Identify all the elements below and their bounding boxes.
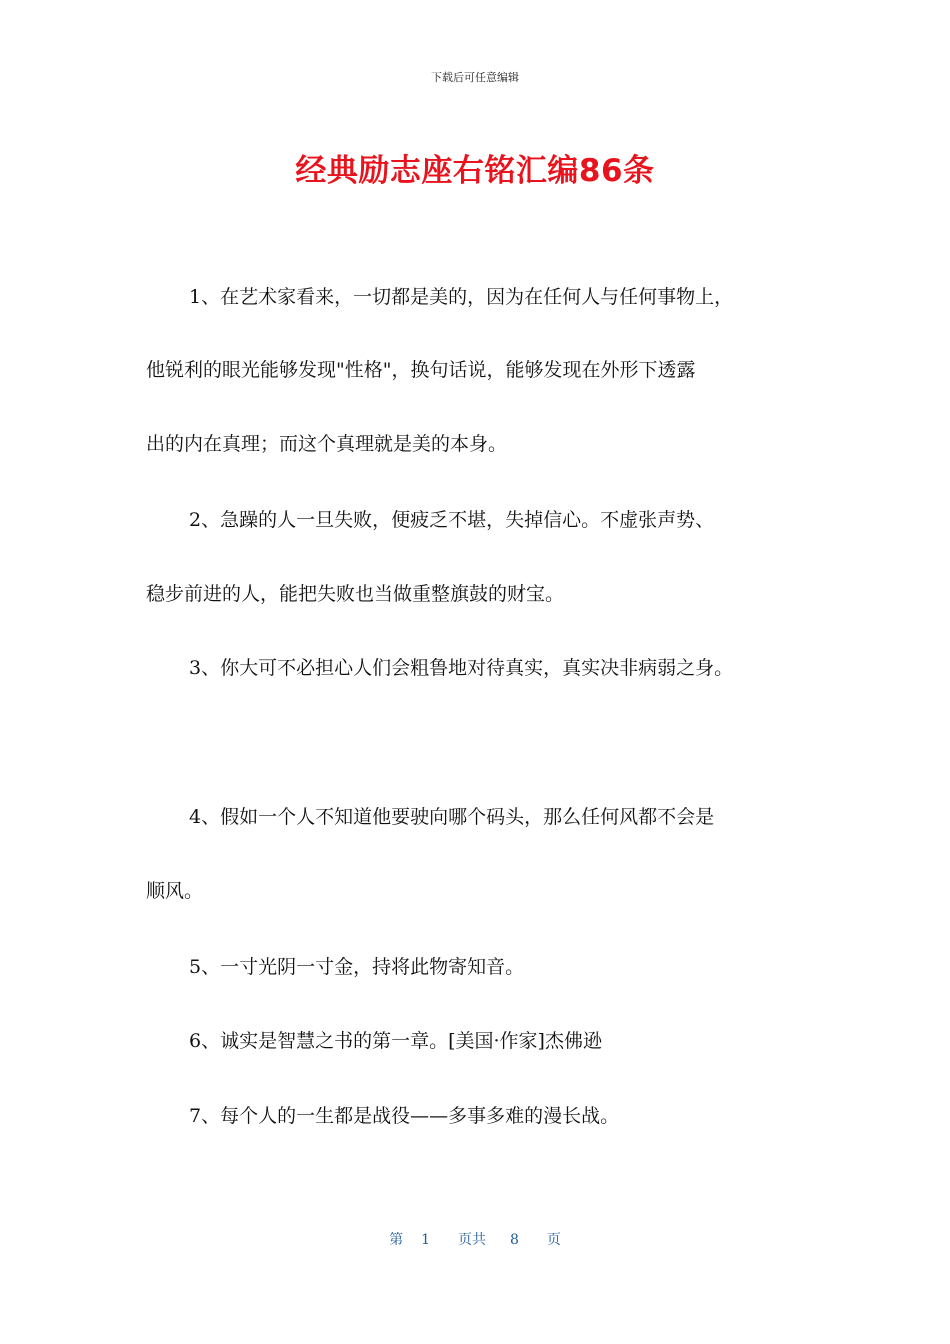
- paragraph-line: 4、假如一个人不知道他要驶向哪个码头，那么任何风都不会是: [189, 806, 715, 828]
- paragraph-line: 6、诚实是智慧之书的第一章。[美国·作家]杰佛逊: [189, 1030, 602, 1052]
- footer-total-pages: 8: [510, 1232, 519, 1248]
- paragraph-line: 7、每个人的一生都是战役——多事多难的漫长战。: [189, 1105, 620, 1127]
- footer-page-mid: 页共: [458, 1232, 486, 1248]
- page-footer: [0, 1229, 950, 1249]
- paragraph-line: 1、在艺术家看来，一切都是美的，因为在任何人与任何事物上，: [189, 286, 734, 308]
- paragraph-line: 出的内在真理；而这个真理就是美的本身。: [146, 433, 508, 455]
- paragraph-line: 他锐利的眼光能够发现"性格"，换句话说，能够发现在外形下透露: [146, 359, 696, 381]
- footer-page-suffix: 页: [546, 1232, 561, 1248]
- paragraph-line: 3、你大可不必担心人们会粗鲁地对待真实，真实决非病弱之身。: [189, 657, 734, 679]
- footer-page-prefix: 第: [389, 1232, 404, 1248]
- header-note: 下载后可任意编辑: [431, 71, 519, 84]
- document-title: 经典励志座右铭汇编86条: [295, 153, 655, 189]
- paragraph-line: 稳步前进的人，能把失败也当做重整旗鼓的财宝。: [146, 583, 565, 605]
- paragraph-line: 顺风。: [146, 880, 204, 902]
- paragraph-line: 2、急躁的人一旦失败，便疲乏不堪，失掉信心。不虚张声势、: [189, 509, 715, 531]
- footer-page-number: 1: [421, 1232, 430, 1248]
- paragraph-line: 5、一寸光阴一寸金，持将此物寄知音。: [189, 956, 525, 978]
